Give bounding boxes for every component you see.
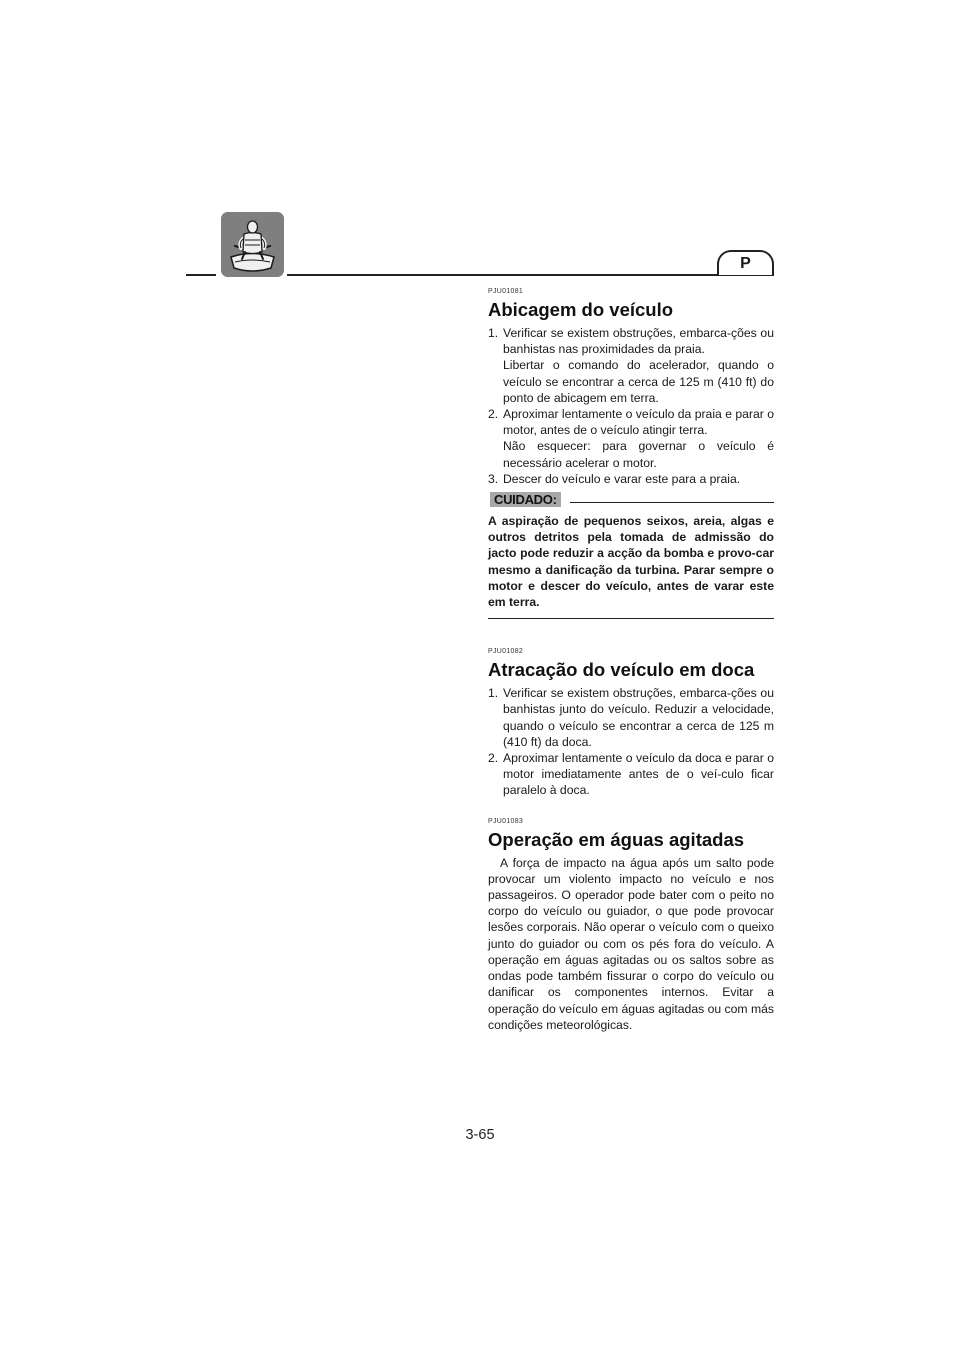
- section-title: Abicagem do veículo: [488, 299, 674, 320]
- page-number: 3-65: [465, 1127, 495, 1143]
- step-text: Não esquecer: para governar o veículo é necessário acelerar o motor.: [503, 439, 774, 470]
- step-number: 2.: [488, 407, 499, 422]
- section-atracacao: [488, 647, 774, 798]
- step-number: 2.: [488, 751, 499, 766]
- caution-end-rule: [488, 618, 774, 619]
- section-abicagem: [488, 287, 774, 619]
- step-number: 1.: [488, 326, 499, 340]
- list-item: [488, 750, 774, 799]
- caution-header: [488, 490, 774, 510]
- caution-label: CUIDADO:: [490, 492, 561, 507]
- header-rule-left: [186, 274, 216, 276]
- step-text: Aproximar lentamente o veículo da doca e parar o motor imediatamente antes de o veí-culo ficar paralelo à doca.: [503, 751, 774, 798]
- jet-ski-rider-icon: [221, 212, 284, 277]
- caution-rule: [570, 502, 774, 503]
- list-item: [488, 325, 774, 406]
- list-item: [488, 471, 774, 487]
- section-code: PJU01082: [488, 648, 524, 656]
- page-content: [488, 287, 774, 1033]
- list-item: [488, 406, 774, 471]
- section-code: PJU01081: [488, 288, 524, 295]
- step-text: Verificar se existem obstruções, embarca-ções ou banhistas junto do veículo. Reduzir a velocidade, quando o veículo se encontrar a cerca de 125 m (410 ft) da doca.: [503, 686, 774, 749]
- language-badge: P: [717, 250, 774, 275]
- step-text: Aproximar lentamente o veículo da praia e parar o motor, antes de o veículo atingir terra.: [503, 407, 774, 438]
- section-title: Operação em águas agitadas: [488, 828, 745, 850]
- step-text: Verificar se existem obstruções, embarca-ções ou banhistas nas proximidades da praia.: [503, 326, 774, 357]
- header-rule-right: [287, 274, 774, 276]
- section-title: Atracação do veículo em doca: [488, 659, 755, 681]
- step-list: [488, 325, 774, 487]
- list-item: [488, 685, 774, 750]
- caution-text: A aspiração de pequenos seixos, areia, algas e outros detritos pela tomada de admissão do jacto pode reduzir a acção da bomba e provo-car mesmo a danificação da turbina. Parar sempre o motor e descer do veículo, antes de varar este em terra.: [488, 514, 774, 610]
- step-number: 1.: [488, 686, 499, 701]
- section-code: PJU01083: [488, 817, 524, 825]
- step-text: Libertar o comando do acelerador, quando o veículo se encontrar a cerca de 125 m (410 ft) do ponto de abicagem em terra.: [503, 358, 774, 405]
- step-list: [488, 685, 774, 798]
- step-number: 3.: [488, 471, 499, 486]
- section-aguas-agitadas: [488, 817, 774, 1033]
- section-body: A força de impacto na água após um salto pode provocar um violento impacto no veículo e nos passageiros. O operador pode bater com o peito no corpo do veículo ou guiador, o que pode provocar lesões corporais. Não operar o veículo com o queixo junto do guiador ou com os pés fora do veículo. A operação em águas agitadas ou os saltos sobre as ondas pode também fissurar o corpo do veículo ou danificar os componentes internos. Evitar a operação do veículo em águas agitadas ou com más condições meteorológicas.: [488, 855, 774, 1032]
- step-text: Descer do veículo e varar este para a praia.: [503, 471, 741, 486]
